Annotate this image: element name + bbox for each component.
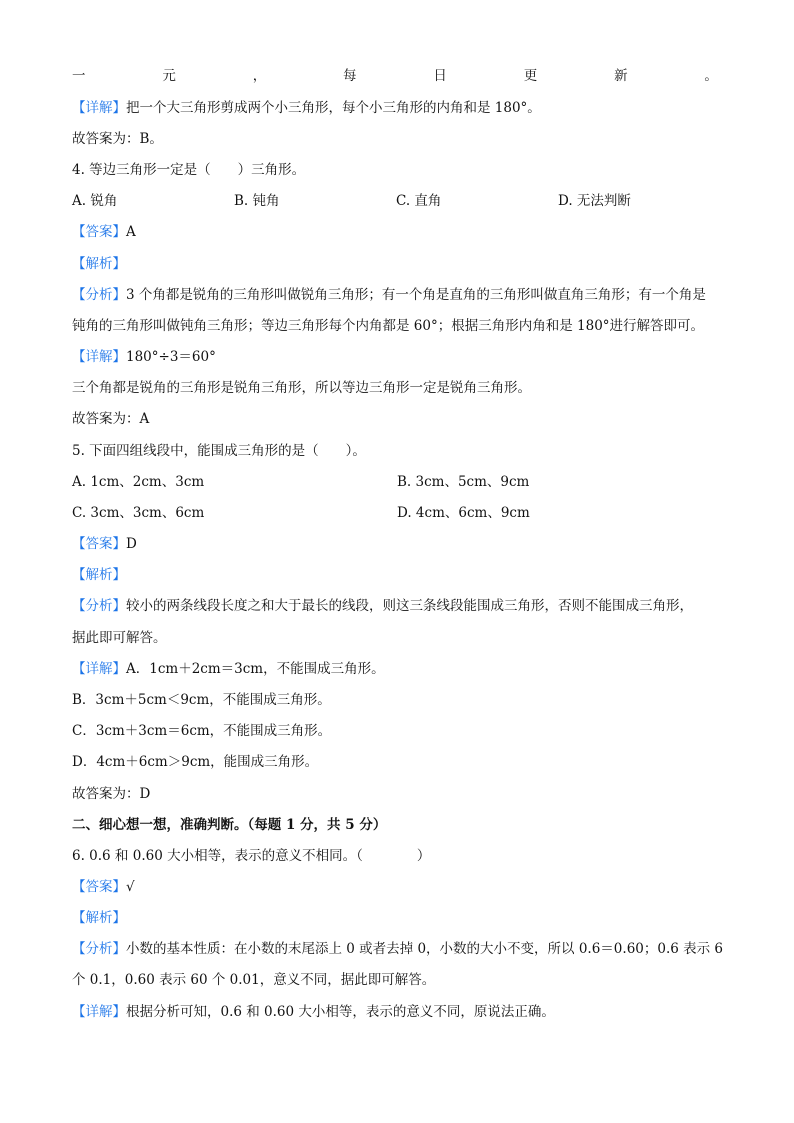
detail-line xyxy=(72,348,216,366)
option-d: D. 4cm、6cm、9cm xyxy=(397,505,530,521)
answer-line xyxy=(72,410,149,428)
question-6 xyxy=(72,847,430,865)
spread-char: 元 xyxy=(162,68,176,84)
line-text: 把一个大三角形剪成两个小三角形，每个小三角形的内角和是 180°。 xyxy=(126,100,541,116)
line-text: D xyxy=(126,536,137,552)
analysis-header xyxy=(72,255,126,273)
option-b: B. 3cm、5cm、9cm xyxy=(397,474,530,490)
detail-line xyxy=(72,722,331,740)
option-b: B. 钝角 xyxy=(234,193,280,209)
line-text: 3 个角都是锐角的三角形叫做锐角三角形；有一个角是直角的三角形叫做直角三角形；有一个角是 xyxy=(126,287,706,303)
answer-line xyxy=(72,785,150,803)
detail-line xyxy=(72,660,385,678)
line-text: 小数的基本性质：在小数的末尾添上 0 或者去掉 0，小数的大小不变，所以 0.6＝0.60；0.6 表示 6 xyxy=(126,941,724,957)
option-a: A. 锐角 xyxy=(72,193,118,209)
question-4-options xyxy=(72,192,720,210)
detail-tag: 【详解】 xyxy=(72,1004,126,1020)
analysis-tag: 【解析】 xyxy=(72,567,126,583)
line-text: 4. 等边三角形一定是（ ）三角形。 xyxy=(72,162,306,178)
detail-line xyxy=(72,753,318,771)
detail-line xyxy=(72,1003,555,1021)
line-text: 5. 下面四组线段中，能围成三角形的是（ ）。 xyxy=(72,443,366,459)
detail-tag: 【详解】 xyxy=(72,100,126,116)
option-c: C. 3cm、3cm、6cm xyxy=(72,505,205,521)
analysis-tag: 【解析】 xyxy=(72,910,126,926)
line-text: 6. 0.6 和 0.60 大小相等，表示的意义不相同。（ ） xyxy=(72,848,431,864)
line-text: 据此即可解答。 xyxy=(72,630,167,646)
detail-tag: 【详解】 xyxy=(72,661,126,677)
analysis-sub-tag: 【分析】 xyxy=(72,598,126,614)
header-spread-line xyxy=(72,67,718,85)
line-text: D．4cm＋6cm＞9cm，能围成三角形。 xyxy=(72,754,319,770)
option-a: A. 1cm、2cm、3cm xyxy=(72,474,205,490)
spread-char: 日 xyxy=(433,68,447,84)
detail-line xyxy=(72,691,331,709)
analysis-header xyxy=(72,566,126,584)
option-d: D. 无法判断 xyxy=(558,193,631,209)
spread-char: 更 xyxy=(523,68,538,84)
section-heading xyxy=(72,816,386,834)
answer-line xyxy=(72,130,163,148)
line-text: 故答案为：B。 xyxy=(72,131,163,147)
line-text: C．3cm＋3cm＝6cm，不能围成三角形。 xyxy=(72,723,332,739)
analysis-line xyxy=(72,629,167,647)
spread-char: 每 xyxy=(343,68,357,84)
analysis-sub-tag: 【分析】 xyxy=(72,287,126,303)
spread-char: ， xyxy=(252,68,267,84)
line-text: 较小的两条线段长度之和大于最长的线段，则这三条线段能围成三角形，否则不能围成三角形， xyxy=(126,598,693,614)
analysis-line xyxy=(72,971,435,989)
option-c: C. 直角 xyxy=(396,193,442,209)
question-5-options xyxy=(72,504,722,522)
analysis-tag: 【解析】 xyxy=(72,256,126,272)
question-5-options xyxy=(72,473,722,491)
line-text: 三个角都是锐角的三角形是锐角三角形，所以等边三角形一定是锐角三角形。 xyxy=(72,380,531,396)
line-text: 根据分析可知，0.6 和 0.60 大小相等，表示的意义不同，原说法正确。 xyxy=(126,1004,555,1020)
answer-tag: 【答案】 xyxy=(72,879,126,895)
analysis-line xyxy=(72,317,704,335)
line-text: 故答案为：D xyxy=(72,786,151,802)
line-text: 二、细心想一想，准确判断。（每题 1 分，共 5 分） xyxy=(72,817,387,833)
detail-line xyxy=(72,379,531,397)
analysis-line xyxy=(72,286,706,304)
answer-line xyxy=(72,223,136,241)
analysis-line xyxy=(72,597,693,615)
line-text: 个 0.1，0.60 表示 60 个 0.01，意义不同，据此即可解答。 xyxy=(72,972,436,988)
analysis-line xyxy=(72,940,723,958)
answer-tag: 【答案】 xyxy=(72,536,126,552)
spread-char: 。 xyxy=(704,68,718,84)
analysis-sub-tag: 【分析】 xyxy=(72,941,126,957)
spread-char: 新 xyxy=(614,68,628,84)
line-text: 故答案为：A xyxy=(72,411,150,427)
line-text: 180°÷3＝60° xyxy=(126,349,216,365)
question-4 xyxy=(72,161,305,179)
line-text: A．1cm＋2cm＝3cm，不能围成三角形。 xyxy=(126,661,385,677)
line-text: B．3cm＋5cm＜9cm，不能围成三角形。 xyxy=(72,692,331,708)
line-text: A xyxy=(126,224,136,240)
question-5 xyxy=(72,442,366,460)
answer-line xyxy=(72,535,137,553)
answer-tag: 【答案】 xyxy=(72,224,126,240)
detail-tag: 【详解】 xyxy=(72,349,126,365)
spread-char: 一 xyxy=(72,68,86,84)
line-text: 钝角的三角形叫做钝角三角形；等边三角形每个内角都是 60°；根据三角形内角和是 180°进行解答即可。 xyxy=(72,318,705,334)
detail-line xyxy=(72,99,541,117)
analysis-header xyxy=(72,909,126,927)
answer-line xyxy=(72,878,135,896)
line-text: √ xyxy=(126,879,135,895)
